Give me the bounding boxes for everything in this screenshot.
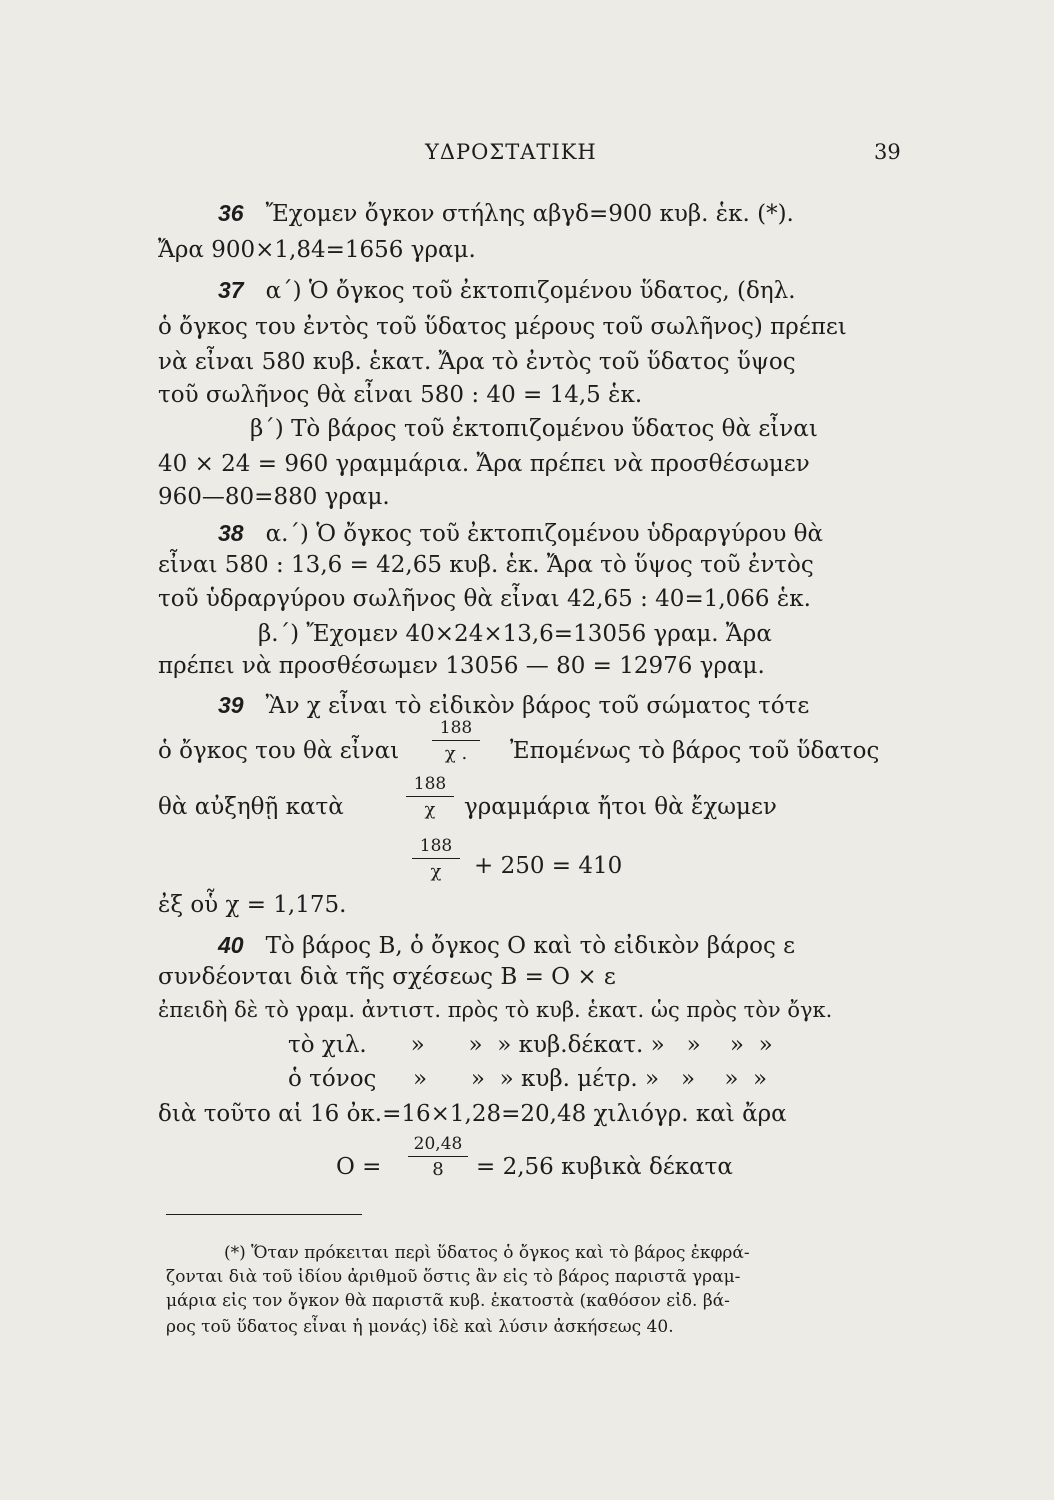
- line-text: α.΄) Ὁ ὄγκος τοῦ ἐκτοπιζομένου ὑδραργύρου θὰ: [265, 521, 824, 547]
- running-header: [0, 140, 1054, 170]
- line-text: πρέπει νὰ προσθέσωμεν 13056 — 80 = 12976 γραμ.: [158, 653, 765, 679]
- footnote-line: [166, 1315, 906, 1340]
- equation-text: = 2,56 κυβικὰ δέκατα: [476, 1154, 733, 1180]
- footnote-divider: [166, 1214, 362, 1215]
- line-text: θὰ αὐξηθῇ κατὰ: [158, 794, 344, 820]
- line: [158, 1030, 1038, 1060]
- line: [158, 235, 908, 265]
- fraction-numerator: 188: [413, 774, 447, 794]
- fraction-bar: [432, 740, 480, 741]
- footnote-text: μάρια εἰς τον ὄγκον θὰ παριστᾶ κυβ. ἑκατοστὰ (καθόσον εἰδ. βά-: [166, 1291, 730, 1311]
- line-text: β΄) Τὸ βάρος τοῦ ἐκτοπιζομένου ὕδατος θὰ εἶναι: [250, 416, 818, 442]
- footnote-line: [166, 1241, 964, 1266]
- line: [158, 584, 908, 614]
- line-text: Τὸ βάρος Β, ὁ ὄγκος Ο καὶ τὸ εἰδικὸν βάρος ε: [265, 933, 796, 959]
- footnote-line: [166, 1265, 906, 1290]
- exercise-number: 36: [218, 200, 244, 226]
- line: [158, 995, 908, 1025]
- line-text: ὁ τόνος » » » κυβ. μέτρ. » » » »: [288, 1066, 768, 1092]
- footnote-line: [166, 1289, 906, 1314]
- equation-text: + 250 = 410: [474, 853, 623, 879]
- line-37: [158, 275, 968, 306]
- fraction-denominator: χ .: [444, 743, 468, 764]
- fraction-denominator: 8: [432, 1159, 444, 1180]
- fraction-bar: [408, 1156, 468, 1157]
- line-text: β.΄) Ἔχομεν 40×24×13,6=13056 γραμ. Ἄρα: [258, 621, 772, 647]
- line: [158, 550, 908, 580]
- line-text: Ἔχομεν ὄγκον στήλης αβγδ=900 κυβ. ἑκ. (*).: [265, 201, 794, 227]
- fraction-numerator: 188: [419, 836, 453, 856]
- line-36: [158, 198, 968, 229]
- line-text: 40 × 24 = 960 γραμμάρια. Ἄρα πρέπει νὰ προσθέσωμεν: [158, 451, 810, 477]
- fraction-bar: [406, 796, 454, 797]
- equation-text: Ο =: [336, 1154, 382, 1180]
- line: [158, 312, 908, 342]
- fraction-188-over-x: [410, 837, 462, 882]
- line-text: νὰ εἶναι 580 κυβ. ἑκατ. Ἄρα τὸ ἐντὸς τοῦ ὕδατος ὕψος: [158, 349, 796, 375]
- line-text: 960—80=880 γραμ.: [158, 484, 390, 510]
- line-text: τὸ χιλ. » » » κυβ.δέκατ. » » » »: [288, 1032, 773, 1058]
- line: [158, 449, 908, 479]
- line-text: Ἐπομένως τὸ βάρος τοῦ ὕδατος: [510, 738, 880, 764]
- fraction-numerator: 20,48: [413, 1134, 463, 1154]
- line-text: Ἂν χ εἶναι τὸ εἰδικὸν βάρος τοῦ σώματος τότε: [265, 693, 810, 719]
- line-text: ἐπειδὴ δὲ τὸ γραμ. ἀντιστ. πρὸς τὸ κυβ. ἑκατ. ὡς πρὸς τὸν ὄγκ.: [158, 998, 833, 1022]
- page-number: 39: [874, 140, 901, 164]
- footnote-text: (*) Ὅταν πρόκειται περὶ ὕδατος ὁ ὄγκος καὶ τὸ βάρος ἐκφρά-: [224, 1243, 750, 1263]
- exercise-number: 39: [218, 692, 244, 718]
- line: [158, 962, 908, 992]
- line: [158, 1064, 1038, 1094]
- fraction-denominator: χ: [430, 861, 442, 882]
- line: [158, 347, 908, 377]
- fraction-numerator: 188: [439, 718, 473, 738]
- fraction-denominator: χ: [424, 799, 436, 820]
- line-text: Ἄρα 900×1,84=1656 γραμ.: [158, 237, 476, 263]
- page-title: ΥΔΡΟΣΤΑΤΙΚΗ: [425, 140, 597, 164]
- line-38: [158, 518, 968, 549]
- line-text: ἐξ οὗ χ = 1,175.: [158, 892, 347, 918]
- line: [158, 482, 908, 512]
- line: [158, 651, 908, 681]
- footnote-text: ζονται διὰ τοῦ ἰδίου ἀριθμοῦ ὅστις ἂν εἰς τὸ βάρος παριστᾶ γραμ-: [166, 1267, 741, 1287]
- fraction-188-over-x: [404, 775, 456, 820]
- fraction-20-48-over-8: [406, 1135, 470, 1180]
- line-text: συνδέονται διὰ τῆς σχέσεως Β = Ο × ε: [158, 964, 616, 990]
- line: [158, 1099, 908, 1129]
- exercise-number: 40: [218, 932, 244, 958]
- line-text: α΄) Ὁ ὄγκος τοῦ ἐκτοπιζομένου ὕδατος, (δηλ.: [265, 278, 796, 304]
- line: [158, 619, 1008, 649]
- fraction-188-over-x: [430, 719, 482, 764]
- line-text: ὁ ὄγκος του ἐντὸς τοῦ ὕδατος μέρους τοῦ σωλῆνος) πρέπει: [158, 314, 847, 340]
- line-39-result: [158, 890, 908, 920]
- fraction-bar: [412, 858, 460, 859]
- line-40: [158, 930, 968, 961]
- footnote-text: ρος τοῦ ὕδατος εἶναι ἡ μονάς) ἰδὲ καὶ λύσιν ἀσκήσεως 40.: [166, 1317, 674, 1337]
- line-39: [158, 690, 968, 721]
- line-text: ὁ ὄγκος του θὰ εἶναι: [158, 738, 400, 764]
- exercise-number: 37: [218, 277, 244, 303]
- line-text: τοῦ ὑδραργύρου σωλῆνος θὰ εἶναι 42,65 : 40=1,066 ἑκ.: [158, 586, 811, 612]
- line: [158, 414, 1000, 444]
- line: [158, 380, 908, 410]
- line-text: εἶναι 580 : 13,6 = 42,65 κυβ. ἑκ. Ἄρα τὸ ὕψος τοῦ ἐντὸς: [158, 552, 814, 578]
- exercise-number: 38: [218, 520, 244, 546]
- line-text: τοῦ σωλῆνος θὰ εἶναι 580 : 40 = 14,5 ἑκ.: [158, 382, 643, 408]
- line-text: διὰ τοῦτο αἱ 16 ὀκ.=16×1,28=20,48 χιλιόγρ. καὶ ἄρα: [158, 1101, 787, 1127]
- line-text: γραμμάρια ἤτοι θὰ ἔχωμεν: [464, 794, 777, 820]
